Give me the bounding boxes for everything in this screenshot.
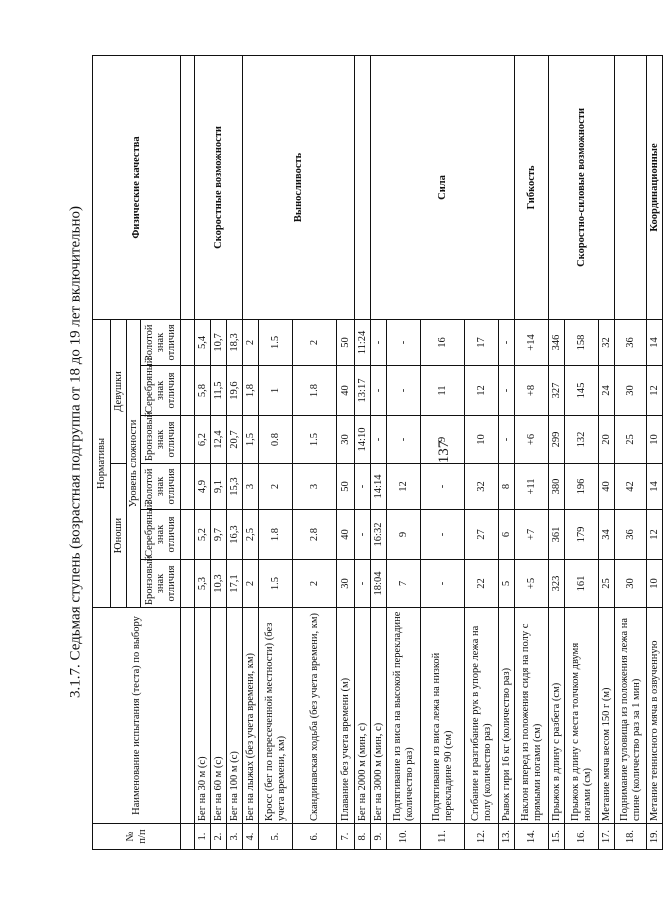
quality-speed: Скоростные возможности (195, 55, 243, 319)
header-girls: Девушки (111, 319, 127, 463)
value-cell: 132 (565, 416, 599, 464)
value-cell: 25 (615, 416, 647, 464)
table-row (549, 55, 565, 849)
value-cell: 9 (421, 416, 465, 464)
value-cell: 34 (599, 510, 615, 560)
rotated-table-container (92, 56, 660, 850)
row-number: 11. (421, 824, 465, 850)
value-cell: 12,4 (211, 416, 227, 464)
value-cell: 19,6 (227, 366, 243, 416)
value-cell: 1.8 (293, 366, 337, 416)
value-cell: - (421, 560, 465, 608)
row-number: 5. (259, 824, 293, 850)
section-heading: 3.1.7. Седьмая ступень (возрастная подгруппа от 18 до 19 лет включительно) (67, 206, 84, 698)
value-cell: 3 (293, 464, 337, 510)
row-number: 19. (647, 824, 663, 850)
value-cell: 40 (599, 464, 615, 510)
value-cell: 10,3 (211, 560, 227, 608)
row-number: 15. (549, 824, 565, 850)
value-cell: - (421, 464, 465, 510)
value-cell: - (421, 510, 465, 560)
value-cell: 5,2 (195, 510, 211, 560)
value-cell: 10 (465, 416, 499, 464)
row-number: 12. (465, 824, 499, 850)
value-cell: 13:17 (355, 366, 371, 416)
value-cell: 30 (337, 560, 355, 608)
header-badge-youth-silver: Серебряный знак отличия (141, 510, 181, 560)
test-name: Метание теннисного мяча в озвученную (647, 608, 663, 824)
value-cell: 4,9 (195, 464, 211, 510)
value-cell: 2.8 (293, 510, 337, 560)
value-cell: 16:32 (371, 510, 387, 560)
value-cell: 5,3 (195, 560, 211, 608)
header-badge-girl-silver: Серебряный знак отличия (141, 366, 181, 416)
value-cell: 11,5 (211, 366, 227, 416)
value-cell: 346 (549, 319, 565, 365)
table-body (93, 55, 663, 849)
row-number: 1. (195, 824, 211, 850)
value-cell: +7 (515, 510, 549, 560)
empty-cell (181, 55, 195, 319)
value-cell: 14 (647, 319, 663, 365)
row-number: 16. (565, 824, 599, 850)
value-cell: 2 (243, 319, 259, 365)
value-cell: 12 (647, 510, 663, 560)
value-cell: 14 (647, 464, 663, 510)
empty-cell (181, 464, 195, 510)
value-cell: 24 (599, 366, 615, 416)
value-cell: 14:10 (355, 416, 371, 464)
table-row (195, 55, 211, 849)
value-cell: 9,1 (211, 464, 227, 510)
value-cell: 2 (293, 319, 337, 365)
value-cell: 1.5 (259, 319, 293, 365)
value-cell: 12 (647, 366, 663, 416)
value-cell: 15,3 (227, 464, 243, 510)
value-cell: 5 (499, 560, 515, 608)
value-cell: 5,4 (195, 319, 211, 365)
value-cell: 145 (565, 366, 599, 416)
value-cell: 2,5 (243, 510, 259, 560)
value-cell: +11 (515, 464, 549, 510)
value-cell: - (355, 510, 371, 560)
value-cell: 6,2 (195, 416, 211, 464)
value-cell: 11 (421, 366, 465, 416)
value-cell: +5 (515, 560, 549, 608)
quality-empty (355, 55, 371, 319)
header-num: № п/п (93, 824, 181, 850)
value-cell: 327 (549, 366, 565, 416)
value-cell: 1,8 (243, 366, 259, 416)
test-name: Рывок гири 16 кг (количество раз) (499, 608, 515, 824)
value-cell: +14 (515, 319, 549, 365)
test-name: Наклон вперед из положения сидя на полу с прямыми ногами (см) (515, 608, 549, 824)
table-row (355, 55, 371, 849)
quality-speed-strength: Скоростно-силовые возможности (549, 55, 615, 319)
value-cell: 3 (243, 464, 259, 510)
page-number: 137 (435, 440, 452, 464)
value-cell: 1,5 (243, 416, 259, 464)
header-badge-youth-bronze: Бронзовый знак отличия (141, 560, 181, 608)
value-cell: 6 (499, 510, 515, 560)
value-cell: 20 (599, 416, 615, 464)
value-cell: 2 (243, 560, 259, 608)
header-youths: Юноши (111, 464, 127, 608)
empty-cell (181, 510, 195, 560)
value-cell: 9,7 (211, 510, 227, 560)
value-cell: 16 (421, 319, 465, 365)
header-row-empty (181, 55, 195, 849)
value-cell: 158 (565, 319, 599, 365)
value-cell: - (371, 416, 387, 464)
value-cell: 17,1 (227, 560, 243, 608)
value-cell: 12 (387, 464, 421, 510)
row-number: 2. (211, 824, 227, 850)
value-cell: 380 (549, 464, 565, 510)
value-cell: 361 (549, 510, 565, 560)
empty-cell (181, 366, 195, 416)
value-cell: 161 (565, 560, 599, 608)
value-cell: - (371, 319, 387, 365)
row-number: 4. (243, 824, 259, 850)
value-cell: 22 (465, 560, 499, 608)
value-cell: 179 (565, 510, 599, 560)
value-cell: - (371, 366, 387, 416)
row-number: 7. (337, 824, 355, 850)
value-cell: 2 (259, 464, 293, 510)
value-cell: 30 (337, 416, 355, 464)
row-number: 8. (355, 824, 371, 850)
value-cell: - (355, 464, 371, 510)
value-cell: 20,7 (227, 416, 243, 464)
empty-cell (181, 608, 195, 824)
value-cell: +8 (515, 366, 549, 416)
value-cell: 10,7 (211, 319, 227, 365)
test-name: Поднимание туловища из положения лежа на спине (количество раз за 1 мин) (615, 608, 647, 824)
test-name: Бег на 100 м (с) (227, 608, 243, 824)
test-name: Прыжок в длину с разбега (см) (549, 608, 565, 824)
quality-flexibility: Гибкость (515, 55, 549, 319)
value-cell: +6 (515, 416, 549, 464)
value-cell: 1 (259, 366, 293, 416)
quality-empty (615, 55, 647, 319)
test-name: Прыжок в длину с места толчком двумя ногами (см) (565, 608, 599, 824)
test-name: Бег на 60 м (с) (211, 608, 227, 824)
value-cell: 25 (599, 560, 615, 608)
value-cell: - (499, 319, 515, 365)
value-cell: - (355, 560, 371, 608)
value-cell: 10 (647, 560, 663, 608)
value-cell: 2 (293, 560, 337, 608)
empty-cell (181, 560, 195, 608)
value-cell: - (499, 366, 515, 416)
value-cell: 30 (615, 366, 647, 416)
row-number: 9. (371, 824, 387, 850)
test-name: Кросс (бег по пересеченной местности) (без учета времени, км) (259, 608, 293, 824)
value-cell: 10 (647, 416, 663, 464)
test-name: Бег на 3000 м (мин, с) (371, 608, 387, 824)
value-cell: 11:24 (355, 319, 371, 365)
quality-endurance: Выносливость (243, 55, 355, 319)
row-number: 18. (615, 824, 647, 850)
norms-table (92, 55, 663, 850)
empty-cell (181, 416, 195, 464)
row-number: 6. (293, 824, 337, 850)
test-name: Подтягивание из виса лежа на низкой перекладине 90 (см) (421, 608, 465, 824)
value-cell: 36 (615, 319, 647, 365)
value-cell: 8 (499, 464, 515, 510)
test-name: Сгибание и разгибание рук в упоре лежа на полу (количество раз) (465, 608, 499, 824)
value-cell: 50 (337, 319, 355, 365)
header-row-1 (93, 55, 111, 849)
value-cell: 42 (615, 464, 647, 510)
test-name: Бег на 30 м (с) (195, 608, 211, 824)
empty-cell (181, 824, 195, 850)
value-cell: 12 (465, 366, 499, 416)
value-cell: 17 (465, 319, 499, 365)
row-number: 14. (515, 824, 549, 850)
table-row (371, 55, 387, 849)
empty-cell (181, 319, 195, 365)
value-cell: 27 (465, 510, 499, 560)
value-cell: 14:14 (371, 464, 387, 510)
value-cell: - (387, 319, 421, 365)
value-cell: 30 (615, 560, 647, 608)
header-norms: Нормативы (93, 319, 111, 607)
quality-strength: Сила (371, 55, 515, 319)
row-number: 10. (387, 824, 421, 850)
value-cell: - (387, 416, 421, 464)
value-cell: 1.5 (293, 416, 337, 464)
table-row (515, 55, 549, 849)
value-cell: 16,3 (227, 510, 243, 560)
table-row (243, 55, 259, 849)
value-cell: - (499, 416, 515, 464)
test-name: Скандинавская ходьба (без учета времени, км) (293, 608, 337, 824)
header-difficulty-level: Уровень сложности (127, 319, 141, 607)
value-cell: 5,8 (195, 366, 211, 416)
row-number: 3. (227, 824, 243, 850)
table-row (615, 55, 647, 849)
value-cell: 18,3 (227, 319, 243, 365)
value-cell: 1.8 (259, 510, 293, 560)
row-number: 13. (499, 824, 515, 850)
value-cell: 50 (337, 464, 355, 510)
value-cell: 7 (387, 560, 421, 608)
test-name: Бег на 2000 м (мин, с) (355, 608, 371, 824)
value-cell: 18:04 (371, 560, 387, 608)
header-badge-youth-gold: Золотой знак отличия (141, 464, 181, 510)
value-cell: 0.8 (259, 416, 293, 464)
value-cell: 1.5 (259, 560, 293, 608)
test-name: Подтягивание из виса на высокой перекладине (количество раз) (387, 608, 421, 824)
value-cell: 40 (337, 510, 355, 560)
value-cell: 299 (549, 416, 565, 464)
value-cell: 32 (465, 464, 499, 510)
quality-coordination: Координационные (647, 55, 663, 319)
value-cell: 32 (599, 319, 615, 365)
header-badge-girl-bronze: Бронзовый знак отличия (141, 416, 181, 464)
header-physical-quality: Физические качества (93, 55, 181, 319)
value-cell: 36 (615, 510, 647, 560)
value-cell: 40 (337, 366, 355, 416)
test-name: Бег на лыжах (без учета времени, км) (243, 608, 259, 824)
value-cell: 323 (549, 560, 565, 608)
value-cell: 196 (565, 464, 599, 510)
test-name: Метание мяча весом 150 г (м) (599, 608, 615, 824)
value-cell: - (387, 366, 421, 416)
row-number: 17. (599, 824, 615, 850)
table-row (647, 55, 663, 849)
header-test-name: Наименование испытания (теста) по выбору (93, 608, 181, 824)
header-badge-girl-gold: Золотой знак отличия (141, 319, 181, 365)
test-name: Плавание без учета времени (м) (337, 608, 355, 824)
value-cell: 9 (387, 510, 421, 560)
